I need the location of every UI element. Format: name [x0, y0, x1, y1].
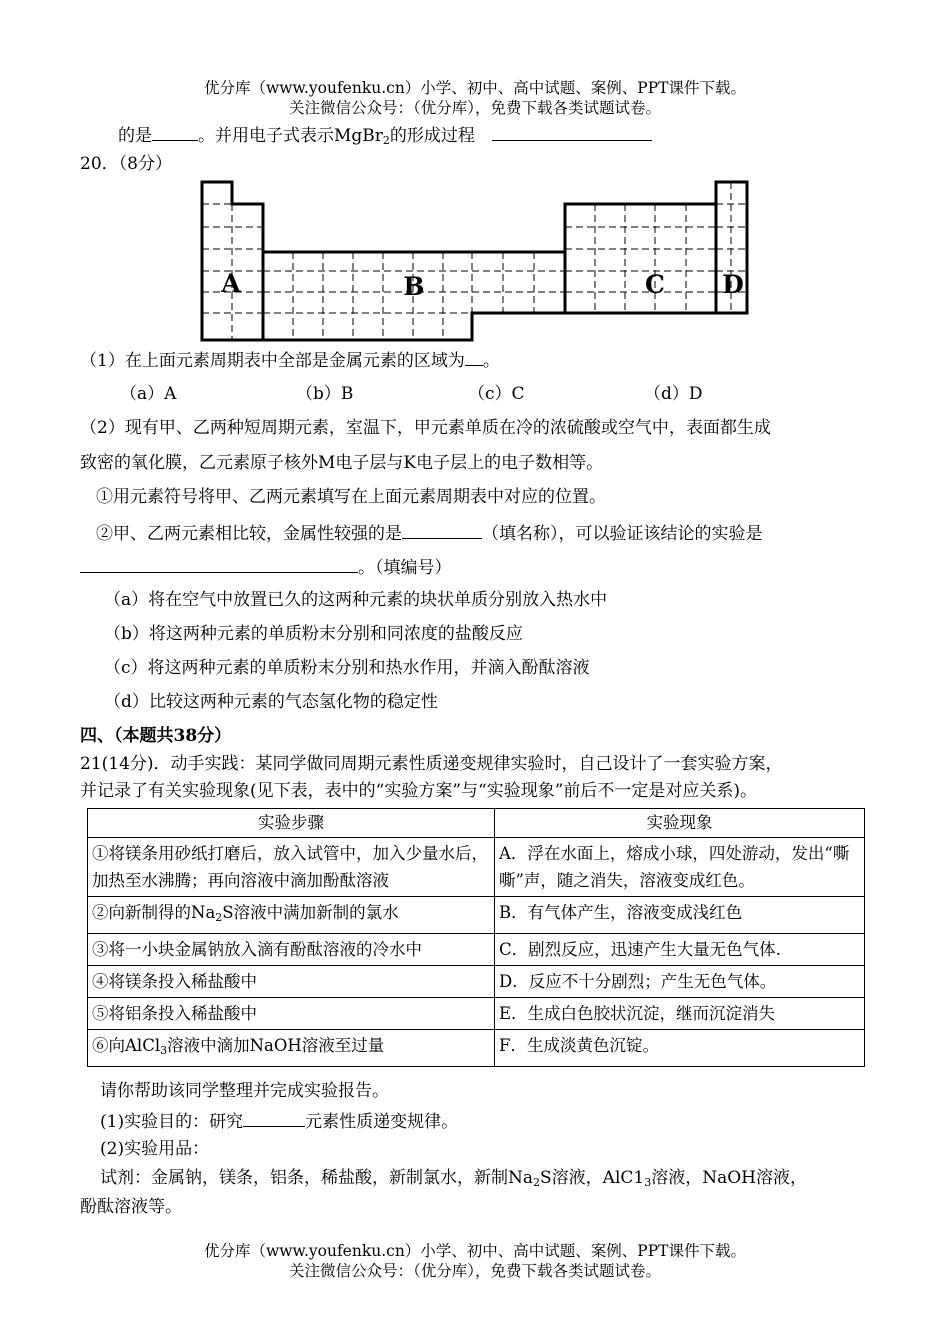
reagents-text: S溶液，AlC1 — [540, 1168, 645, 1188]
q20-part2-line2: 致密的氧化膜，乙元素原子核外M电子层与K电子层上的电子数相等。 — [80, 453, 604, 473]
q20-sub2 — [96, 520, 763, 546]
q20-title: 20．（8分） — [80, 154, 172, 174]
table-row — [88, 966, 865, 998]
answer-blank[interactable] — [465, 347, 483, 366]
periodic-table-grid — [202, 182, 747, 340]
choice-c: （c）将这两种元素的单质粉末分别和热水作用，并滴入酚酞溶液 — [104, 658, 590, 678]
footer-line-2: 关注微信公众号：（优分库），免费下载各类试题试卷。 — [288, 1262, 661, 1280]
region-label-d: D — [722, 270, 744, 299]
q20-sub2-text-b: （填名称），可以验证该结论的实验是 — [482, 524, 763, 544]
header-step: 实验步骤 — [88, 809, 495, 838]
q19-text-after: 的形成过程 — [389, 126, 475, 146]
periodic-table-diagram — [200, 180, 752, 344]
formula-mgbr2: MgBr — [334, 126, 383, 146]
choice-a: （a）将在空气中放置已久的这两种元素的块状单质分别放入热水中 — [104, 590, 608, 610]
answer-blank[interactable] — [402, 520, 482, 539]
option-a: （a）A — [120, 384, 177, 404]
q20-sub2-text-a: ②甲、乙两元素相比较，金属性较强的是 — [96, 524, 402, 544]
q19-text-middle: 。并用电子式表示 — [198, 126, 334, 146]
q21-intro-line1: 21(14分)．动手实践：某同学做同周期元素性质递变规律实验时，自己设计了一套实验方案， — [80, 754, 783, 774]
table-row — [88, 934, 865, 966]
step-cell: ④将镁条投入稀盐酸中 — [88, 966, 495, 998]
option-b: （b）B — [296, 384, 354, 404]
q20-part2-line1: （2）现有甲、乙两种短周期元素，室温下，甲元素单质在冷的浓硫酸或空气中，表面都生成 — [80, 418, 771, 438]
step-text: ②向新制得的Na — [92, 903, 216, 922]
q21-supplies: (2)实验用品： — [100, 1139, 210, 1159]
header-phenomenon: 实验现象 — [495, 809, 865, 838]
answer-blank[interactable] — [243, 1108, 305, 1127]
formula-subscript: 2 — [215, 911, 223, 924]
q19-tail — [118, 122, 652, 153]
phenomenon-cell: B．有气体产生，溶液变成浅红色 — [495, 897, 865, 934]
region-label-c: C — [645, 270, 665, 299]
region-label-a: A — [221, 269, 241, 298]
formula-subscript: 3 — [160, 1044, 168, 1057]
q21-reagents-line2: 酚酞溶液等。 — [80, 1197, 182, 1217]
q21-reagents — [100, 1166, 807, 1195]
phenomenon-cell: E．生成白色胶状沉淀，继而沉淀消失 — [495, 998, 865, 1030]
step-text: S溶液中满加新制的氯水 — [222, 903, 399, 922]
phenomenon-cell: D．反应不十分剧烈；产生无色气体。 — [495, 966, 865, 998]
header-line-2: 关注微信公众号：（优分库），免费下载各类试题试卷。 — [288, 99, 661, 117]
step-cell — [88, 897, 495, 934]
q20-sub2-cont — [80, 554, 452, 580]
step-cell: ③将一小块金属钠放入滴有酚酞溶液的冷水中 — [88, 934, 495, 966]
q21-report: 请你帮助该同学整理并完成实验报告。 — [100, 1081, 389, 1101]
step-text: ⑥向AlCl — [92, 1036, 161, 1055]
phenomenon-cell: C．剧烈反应，迅速产生大量无色气体. — [495, 934, 865, 966]
choice-d: （d）比较这两种元素的气态氢化物的稳定性 — [104, 692, 438, 712]
answer-blank[interactable] — [152, 122, 198, 141]
q19-text-before: 的是 — [118, 126, 152, 146]
table-row — [88, 897, 865, 934]
q20-part1-text: （1）在上面元素周期表中全部是金属元素的区域为 — [80, 351, 465, 371]
header-line-1: 优分库（www.youfenku.cn）小学、初中、高中试题、案例、PPT课件下载。 — [203, 79, 747, 97]
experiment-table — [87, 808, 865, 1067]
q21-purpose-text-b: 元素性质递变规律。 — [305, 1112, 459, 1132]
table-header-row — [88, 809, 865, 838]
q20-sub1: ①用元素符号将甲、乙两元素填写在上面元素周期表中对应的位置。 — [96, 487, 606, 507]
phenomenon-cell: A．浮在水面上，熔成小球，四处游动，发出“嘶嘶”声，随之消失，溶液变成红色。 — [495, 838, 865, 897]
phenomenon-cell: F．生成淡黄色沉锭。 — [495, 1030, 865, 1067]
q21-purpose — [100, 1108, 458, 1134]
section-title: 四、（本题共38分） — [80, 726, 232, 746]
q20-sub2-text-c: 。（填编号） — [358, 558, 452, 578]
q20-part1 — [80, 347, 500, 373]
table-row — [88, 838, 865, 897]
formula-subscript: 3 — [644, 1176, 652, 1189]
formula-subscript: 2 — [382, 134, 390, 147]
answer-blank[interactable] — [492, 122, 652, 141]
step-cell: ⑤将铝条投入稀盐酸中 — [88, 998, 495, 1030]
table-row — [88, 1030, 865, 1067]
q21-intro-line2: 并记录了有关实验现象(见下表，表中的“实验方案”与“实验现象”前后不一定是对应关系)。 — [80, 781, 758, 801]
step-cell: ①将镁条用砂纸打磨后，放入试管中，加入少量水后，加热至水沸腾；再向溶液中滴加酚酞溶液 — [88, 838, 495, 897]
option-c: （c）C — [468, 384, 525, 404]
formula-subscript: 2 — [533, 1176, 541, 1189]
answer-blank[interactable] — [80, 554, 358, 573]
footer-line-1: 优分库（www.youfenku.cn）小学、初中、高中试题、案例、PPT课件下载。 — [203, 1242, 747, 1260]
choice-b: （b）将这两种元素的单质粉末分别和同浓度的盐酸反应 — [104, 624, 523, 644]
q20-part1-end: 。 — [482, 351, 500, 371]
reagents-text: 溶液，NaOH溶液， — [651, 1168, 807, 1188]
option-d: （d）D — [644, 384, 703, 404]
step-text: 溶液中滴加NaOH溶液至过量 — [167, 1036, 385, 1055]
periodic-table-outline — [202, 182, 747, 340]
table-row — [88, 998, 865, 1030]
q21-purpose-text-a: (1)实验目的：研究 — [100, 1112, 244, 1132]
step-cell — [88, 1030, 495, 1067]
region-label-b: B — [403, 272, 425, 301]
reagents-text: 试剂：金属钠，镁条，铝条，稀盐酸，新制氯水，新制Na — [100, 1168, 534, 1188]
